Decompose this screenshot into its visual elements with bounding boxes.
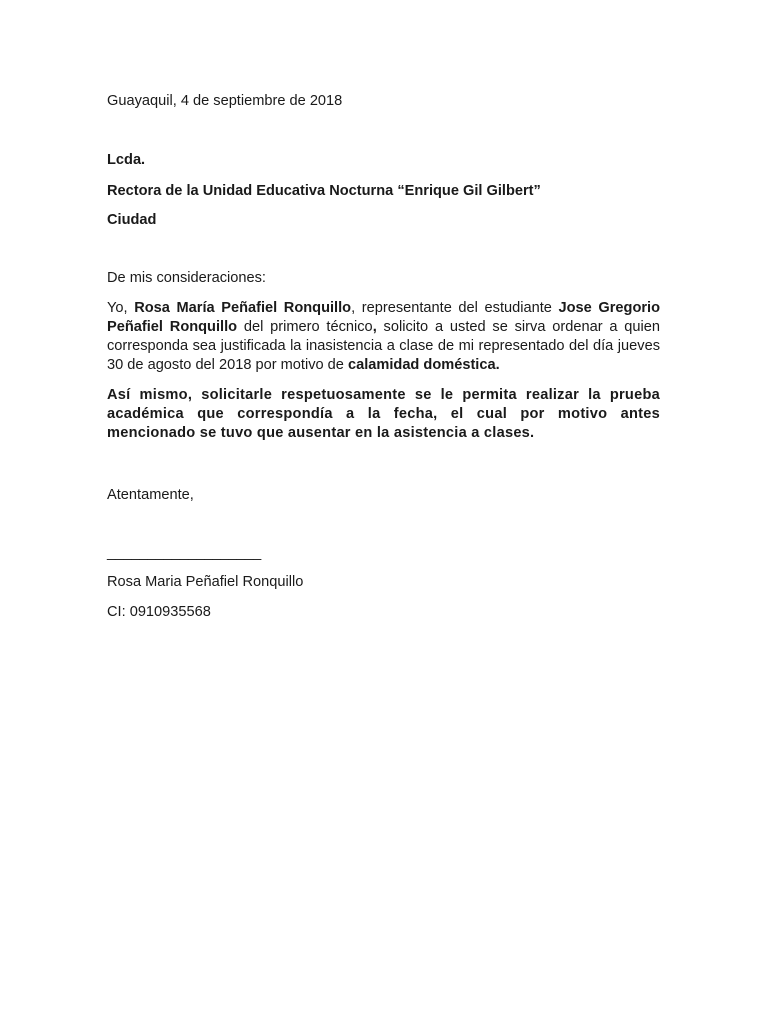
recipient-position: Rectora de la Unidad Educativa Nocturna “Enrique Gil Gilbert”	[107, 183, 541, 199]
student-name: Jose Gregorio Peñafiel Ronquillo	[107, 300, 661, 335]
greeting: De mis consideraciones:	[107, 270, 266, 286]
sender-name: Rosa María Peñafiel Ronquillo	[134, 300, 352, 316]
date-line: Guayaquil, 4 de septiembre de 2018	[107, 93, 343, 109]
recipient-city: Ciudad	[107, 212, 157, 228]
body-text: Yo,	[107, 300, 135, 316]
signature-line: ___________________	[107, 545, 262, 561]
body-text: del primero técnico	[237, 319, 373, 335]
body-text: , representante del estudiante	[351, 300, 559, 316]
signer-name: Rosa Maria Peñafiel Ronquillo	[107, 574, 304, 590]
body-comma: ,	[372, 319, 377, 335]
recipient-title: Lcda.	[107, 152, 146, 168]
signer-id: CI: 0910935568	[107, 604, 211, 620]
body-text: solicito a usted se sirva ordenar a quien corresponda sea justificada la inasistencia a clase de mi representado del día jueves 30 de agosto del 2018 por motivo de	[107, 319, 661, 373]
closing: Atentamente,	[107, 487, 194, 503]
reason-text: calamidad doméstica.	[347, 357, 500, 373]
body-paragraph-1	[107, 299, 660, 375]
body-paragraph-2: Así mismo, solicitarle respetuosamente se le permita realizar la prueba académica que correspondía a la fecha, el cual por motivo antes mencionado se tuvo que ausentar en la asistencia a clases.	[107, 387, 660, 441]
